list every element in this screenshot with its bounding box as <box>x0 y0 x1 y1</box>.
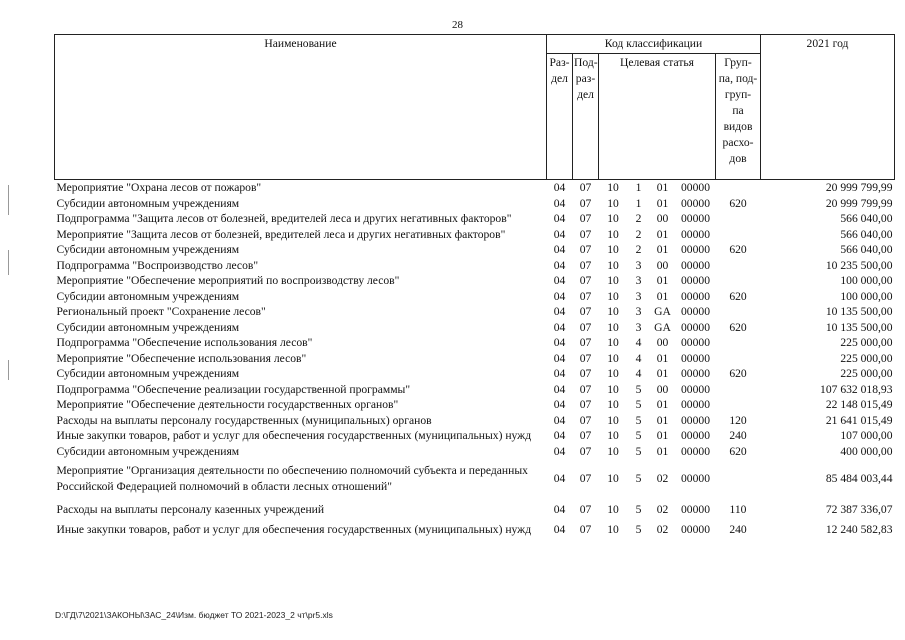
row-amount: 72 387 336,07 <box>825 503 893 516</box>
row-target-program: 10 <box>607 382 619 396</box>
row-section: 04 <box>553 305 566 318</box>
row-target-subprogram: 2 <box>635 243 642 256</box>
table-row <box>55 382 895 398</box>
row-amount: 10 135 500,00 <box>825 320 893 334</box>
row-target-subprogram: 4 <box>635 336 642 349</box>
header-name: Наименование <box>55 35 547 180</box>
footer-file-path: D:\ГД\7\2021\ЗАКОНЫ\ЗАС_24\Изм. бюджет ТО 2021-2023_2 чт\pr5.xls <box>55 610 333 620</box>
row-target-subprogram: 3 <box>635 274 642 287</box>
row-name: Субсидии автономным учреждениям <box>56 444 240 458</box>
row-amount: 10 235 500,00 <box>825 258 893 272</box>
row-expense-type: 620 <box>729 196 747 210</box>
row-section: 04 <box>553 471 566 485</box>
row-target-event: 01 <box>656 289 669 303</box>
row-target-event: 00 <box>656 212 669 225</box>
row-target-subprogram: 5 <box>635 444 642 458</box>
row-subsection: 07 <box>579 212 592 225</box>
row-section: 04 <box>553 289 566 303</box>
row-target-program: 10 <box>607 471 619 485</box>
table-row <box>55 227 895 243</box>
row-target-program: 10 <box>607 258 619 272</box>
row-subsection: 07 <box>579 351 592 365</box>
row-section: 04 <box>553 258 566 272</box>
row-subsection: 07 <box>579 413 592 427</box>
row-amount: 225 000,00 <box>840 336 893 349</box>
row-target-program: 10 <box>607 429 619 442</box>
row-name: Субсидии автономным учреждениям <box>56 196 240 210</box>
row-target-direction: 00000 <box>681 305 710 318</box>
row-name: Мероприятие "Обеспечение мероприятий по воспроизводству лесов" <box>56 274 400 287</box>
row-target-event: 01 <box>656 413 669 427</box>
row-target-event: GA <box>654 305 671 318</box>
row-target-direction: 00000 <box>681 181 710 194</box>
row-subsection: 07 <box>579 382 592 396</box>
row-section: 04 <box>553 274 566 287</box>
row-target-event: 00 <box>656 258 669 272</box>
row-amount: 100 000,00 <box>840 274 893 287</box>
row-target-event: GA <box>654 320 671 334</box>
row-expense-type <box>716 397 761 413</box>
table-body <box>55 180 895 538</box>
row-target-event: 02 <box>656 522 669 536</box>
row-target-event: 02 <box>656 503 669 516</box>
row-section: 04 <box>553 503 566 516</box>
table-row <box>55 320 895 336</box>
row-section: 04 <box>553 227 566 241</box>
row-target-direction: 00000 <box>681 471 710 485</box>
table-row <box>55 211 895 227</box>
row-target-program: 10 <box>607 320 619 334</box>
row-subsection: 07 <box>579 196 592 210</box>
row-target-subprogram: 5 <box>635 471 642 485</box>
row-target-program: 10 <box>607 305 619 318</box>
row-target-event: 01 <box>656 444 669 458</box>
row-target-program: 10 <box>607 336 619 349</box>
row-target-subprogram: 5 <box>635 398 642 411</box>
row-amount: 20 999 799,99 <box>825 181 893 194</box>
row-target-event: 01 <box>656 351 669 365</box>
row-amount: 107 000,00 <box>840 429 893 442</box>
margin-mark <box>8 185 9 215</box>
row-target-event: 01 <box>656 398 669 411</box>
row-target-direction: 00000 <box>681 413 710 427</box>
row-subsection: 07 <box>579 289 592 303</box>
row-target-subprogram: 2 <box>635 212 642 225</box>
row-target-event: 01 <box>656 367 669 380</box>
row-subsection: 07 <box>579 429 592 442</box>
row-amount: 22 148 015,49 <box>825 398 893 411</box>
row-subsection: 07 <box>579 320 592 334</box>
row-section: 04 <box>553 522 566 536</box>
row-target-subprogram: 5 <box>635 413 642 427</box>
row-target-direction: 00000 <box>681 503 710 516</box>
row-name: Субсидии автономным учреждениям <box>56 243 240 256</box>
row-subsection: 07 <box>579 243 592 256</box>
row-target-subprogram: 5 <box>635 503 642 516</box>
row-name: Субсидии автономным учреждениям <box>56 289 240 303</box>
table-row <box>55 366 895 382</box>
row-target-subprogram: 3 <box>635 305 642 318</box>
row-name: Региональный проект "Сохранение лесов" <box>56 305 266 318</box>
row-subsection: 07 <box>579 227 592 241</box>
margin-mark <box>8 250 9 275</box>
row-amount: 21 641 015,49 <box>825 413 893 427</box>
row-subsection: 07 <box>579 305 592 318</box>
row-expense-type <box>716 459 761 498</box>
budget-table <box>54 34 895 537</box>
row-name: Мероприятие "Организация деятельности по обеспечению полномочий субъекта и переданных Российской Федерацией полномочий в области лесных отношений" <box>56 464 528 493</box>
row-target-direction: 00000 <box>681 258 710 272</box>
row-target-event: 00 <box>656 336 669 349</box>
row-expense-type: 110 <box>729 503 747 516</box>
header-year: 2021 год <box>761 35 895 180</box>
row-target-program: 10 <box>607 413 619 427</box>
row-target-subprogram: 3 <box>635 320 642 334</box>
header-section: Раз- дел <box>547 54 573 180</box>
row-section: 04 <box>553 413 566 427</box>
row-subsection: 07 <box>579 503 592 516</box>
table-row <box>55 258 895 274</box>
margin-mark <box>8 360 9 380</box>
row-target-direction: 00000 <box>681 336 710 349</box>
row-name: Иные закупки товаров, работ и услуг для обеспечения государственных (муниципальных) нужд <box>56 429 532 442</box>
row-name: Иные закупки товаров, работ и услуг для обеспечения государственных (муниципальных) нужд <box>56 522 532 536</box>
row-expense-type <box>716 227 761 243</box>
table-row <box>55 444 895 460</box>
row-target-program: 10 <box>607 227 619 241</box>
row-section: 04 <box>553 429 566 442</box>
row-name: Субсидии автономным учреждениям <box>56 367 240 380</box>
table-row <box>55 397 895 413</box>
row-expense-type: 620 <box>729 243 747 256</box>
row-expense-type: 120 <box>729 413 747 427</box>
table-row <box>55 428 895 444</box>
row-name: Подпрограмма "Воспроизводство лесов" <box>56 258 259 272</box>
header-subsection: Под- раз- дел <box>573 54 599 180</box>
row-amount: 566 040,00 <box>840 212 893 225</box>
row-target-subprogram: 5 <box>635 382 642 396</box>
row-target-event: 00 <box>656 382 669 396</box>
row-target-program: 10 <box>607 398 619 411</box>
row-section: 04 <box>553 196 566 210</box>
row-target-event: 01 <box>656 196 669 210</box>
row-section: 04 <box>553 398 566 411</box>
row-expense-type: 620 <box>729 320 747 334</box>
row-section: 04 <box>553 181 566 194</box>
row-target-program: 10 <box>607 274 619 287</box>
table-row <box>55 242 895 258</box>
row-section: 04 <box>553 243 566 256</box>
row-target-subprogram: 2 <box>635 227 642 241</box>
row-amount: 566 040,00 <box>840 243 893 256</box>
row-amount: 100 000,00 <box>840 289 893 303</box>
row-subsection: 07 <box>579 471 592 485</box>
row-expense-type: 240 <box>729 429 747 442</box>
table-row <box>55 304 895 320</box>
row-target-program: 10 <box>607 367 619 380</box>
row-expense-type: 620 <box>729 289 747 303</box>
row-target-direction: 00000 <box>681 444 710 458</box>
row-amount: 566 040,00 <box>840 227 893 241</box>
table-row <box>55 289 895 305</box>
table-row <box>55 273 895 289</box>
row-amount: 20 999 799,99 <box>825 196 893 210</box>
header-classification: Код классификации <box>547 35 761 54</box>
row-amount: 107 632 018,93 <box>820 382 893 396</box>
row-expense-type <box>716 335 761 351</box>
row-expense-type <box>716 351 761 367</box>
row-subsection: 07 <box>579 398 592 411</box>
row-target-direction: 00000 <box>681 320 710 334</box>
table-row <box>55 180 895 196</box>
page-number: 28 <box>452 19 463 31</box>
row-target-event: 01 <box>656 181 669 194</box>
row-expense-type <box>716 382 761 398</box>
row-target-direction: 00000 <box>681 227 710 241</box>
row-target-program: 10 <box>607 243 619 256</box>
row-subsection: 07 <box>579 522 592 536</box>
row-target-event: 01 <box>656 243 669 256</box>
row-name: Расходы на выплаты персоналу государственных (муниципальных) органов <box>56 413 432 427</box>
row-target-direction: 00000 <box>681 243 710 256</box>
row-target-direction: 00000 <box>681 522 710 536</box>
row-target-program: 10 <box>607 181 619 194</box>
row-expense-type: 620 <box>729 367 747 380</box>
row-subsection: 07 <box>579 258 592 272</box>
row-target-direction: 00000 <box>681 351 710 365</box>
row-target-program: 10 <box>607 522 619 536</box>
row-name: Расходы на выплаты персоналу казенных учреждений <box>56 503 325 516</box>
table-row <box>55 459 895 498</box>
row-target-subprogram: 1 <box>635 196 642 210</box>
row-section: 04 <box>553 367 566 380</box>
row-target-subprogram: 5 <box>635 522 642 536</box>
header-target-item: Целевая статья <box>599 54 716 180</box>
row-expense-type <box>716 258 761 274</box>
row-amount: 225 000,00 <box>840 367 893 380</box>
row-target-direction: 00000 <box>681 398 710 411</box>
row-amount: 10 135 500,00 <box>825 305 893 318</box>
row-target-event: 01 <box>656 429 669 442</box>
row-target-subprogram: 4 <box>635 367 642 380</box>
row-section: 04 <box>553 320 566 334</box>
row-target-subprogram: 5 <box>635 429 642 442</box>
row-target-subprogram: 3 <box>635 258 642 272</box>
row-target-subprogram: 4 <box>635 351 642 365</box>
row-target-direction: 00000 <box>681 289 710 303</box>
row-name: Подпрограмма "Защита лесов от болезней, вредителей леса и других негативных факторов" <box>56 212 512 225</box>
row-target-direction: 00000 <box>681 367 710 380</box>
row-expense-type <box>716 180 761 196</box>
row-target-program: 10 <box>607 444 619 458</box>
row-target-direction: 00000 <box>681 274 710 287</box>
row-name: Мероприятие "Обеспечение деятельности государственных органов" <box>56 398 399 411</box>
table-row <box>55 335 895 351</box>
row-target-subprogram: 3 <box>635 289 642 303</box>
row-name: Мероприятие "Защита лесов от болезней, вредителей леса и других негативных факторов" <box>56 227 506 241</box>
row-target-subprogram: 1 <box>635 181 642 194</box>
row-section: 04 <box>553 212 566 225</box>
row-amount: 85 484 003,44 <box>825 471 893 485</box>
row-target-event: 02 <box>656 471 669 485</box>
row-expense-type <box>716 273 761 289</box>
row-section: 04 <box>553 382 566 396</box>
row-target-program: 10 <box>607 196 619 210</box>
row-subsection: 07 <box>579 181 592 194</box>
row-section: 04 <box>553 336 566 349</box>
row-subsection: 07 <box>579 274 592 287</box>
row-expense-type <box>716 304 761 320</box>
row-section: 04 <box>553 444 566 458</box>
row-amount: 225 000,00 <box>840 351 893 365</box>
row-expense-type: 240 <box>729 522 747 536</box>
row-target-program: 10 <box>607 289 619 303</box>
row-target-event: 01 <box>656 274 669 287</box>
row-subsection: 07 <box>579 444 592 458</box>
row-name: Подпрограмма "Обеспечение реализации государственной программы" <box>56 382 411 396</box>
header-expense-group: Груп- па, под- груп- па видов расхо- дов <box>716 54 761 180</box>
row-target-direction: 00000 <box>681 196 710 210</box>
row-amount: 12 240 582,83 <box>825 522 893 536</box>
row-name: Субсидии автономным учреждениям <box>56 320 240 334</box>
row-target-event: 01 <box>656 227 669 241</box>
table-row <box>55 351 895 367</box>
table-row <box>55 196 895 212</box>
row-subsection: 07 <box>579 336 592 349</box>
row-name: Мероприятие "Охрана лесов от пожаров" <box>56 181 262 194</box>
row-subsection: 07 <box>579 367 592 380</box>
row-target-direction: 00000 <box>681 382 710 396</box>
row-expense-type <box>716 211 761 227</box>
row-target-direction: 00000 <box>681 212 710 225</box>
row-target-program: 10 <box>607 351 619 365</box>
row-amount: 400 000,00 <box>840 444 893 458</box>
row-target-program: 10 <box>607 503 619 516</box>
table-row <box>55 522 895 538</box>
table-row <box>55 498 895 522</box>
table-row <box>55 413 895 429</box>
row-expense-type: 620 <box>729 444 747 458</box>
row-name: Подпрограмма "Обеспечение использования лесов" <box>56 336 313 349</box>
row-target-direction: 00000 <box>681 429 710 442</box>
row-target-program: 10 <box>607 212 619 225</box>
row-name: Мероприятие "Обеспечение использования лесов" <box>56 351 307 365</box>
row-section: 04 <box>553 351 566 365</box>
